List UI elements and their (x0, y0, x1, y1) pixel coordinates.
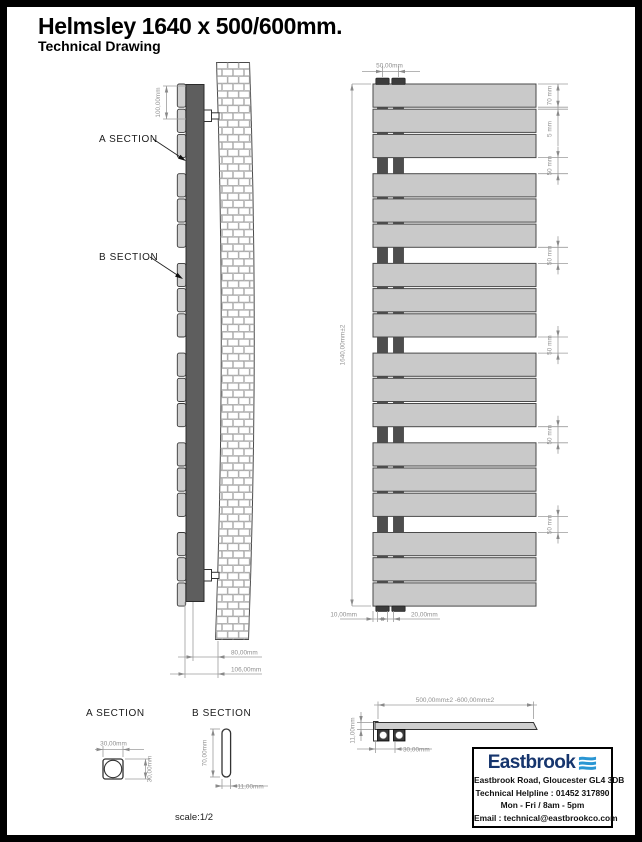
panel-edge (177, 199, 185, 222)
detail-a-height: 30,00mm (146, 755, 154, 783)
title-block (38, 13, 342, 54)
page-title: Helmsley 1640 x 500/600mm. (38, 13, 343, 39)
eastbrook-waves-icon (578, 755, 597, 771)
dim-bottom-right: 20,00mm (411, 611, 438, 619)
dim-bottom-left: 10,00mm (330, 611, 357, 619)
panel-edge (177, 353, 185, 376)
dim-overall-height: 1640,00mm±2 (339, 324, 347, 366)
panel (373, 404, 536, 427)
wall-bracket-top (204, 110, 212, 122)
panel-edge (177, 134, 185, 157)
panel (373, 263, 536, 286)
brand-logo (474, 752, 611, 774)
detail-b-panel-outline (222, 729, 231, 777)
a-section-callout: A SECTION (99, 134, 158, 145)
panel-edge (177, 378, 185, 401)
tube-1 (378, 79, 388, 611)
b-section-callout: B SECTION (99, 252, 159, 263)
panel (373, 224, 536, 247)
dim-section-gap: 50 mm (546, 245, 554, 266)
panel-edge (177, 533, 185, 556)
wall-bracket-bottom (204, 570, 212, 582)
tube-cap (392, 78, 405, 85)
side-panel-edges (177, 84, 185, 606)
topview-panel (375, 723, 537, 730)
panel (373, 353, 536, 376)
panel (373, 583, 536, 606)
dim-bracket-offset: 100,00mm (155, 87, 162, 118)
dim-depth-to-wall: 80,00mm (231, 649, 258, 657)
topview-width: 500,00mm±2 -600,00mm±2 (415, 697, 495, 704)
detail-b-width: 11,00mm (237, 783, 264, 791)
panel (373, 443, 536, 466)
topview-depth: 11,00mm (349, 717, 357, 744)
panel-edge (177, 109, 185, 132)
front-view (373, 78, 536, 612)
panel-edge (177, 404, 185, 427)
panel (373, 493, 536, 516)
dim-section-gap: 50 mm (546, 514, 554, 535)
detail-a-width: 30,00mm (100, 740, 127, 748)
dim-section-gap: 50 mm (546, 155, 554, 176)
tube-2 (394, 79, 404, 611)
panel-edge (177, 84, 185, 107)
topview-tube-2-bore (396, 732, 403, 739)
tube-cap (376, 606, 389, 612)
panel-edge (177, 468, 185, 491)
panel-edge (177, 289, 185, 312)
brand-hours: Mon - Fri / 8am - 5pm (500, 800, 585, 811)
dim-section-gap: 50 mm (546, 424, 554, 445)
panel (373, 84, 536, 107)
panel-edge (177, 174, 185, 197)
detail-a-title: A SECTION (86, 708, 145, 719)
scale-note: scale:1/2 (175, 812, 214, 823)
panel (373, 378, 536, 401)
brand-box (472, 747, 625, 828)
dim-panel-gap: 5 mm (546, 121, 554, 137)
radiator-side-profile (186, 85, 204, 602)
panel (373, 289, 536, 312)
topview-tube-offset: 30,00mm (403, 746, 430, 754)
panel (373, 468, 536, 491)
panel (373, 134, 536, 157)
wall-bracket-bottom-stem (212, 572, 220, 578)
panel-edge (177, 493, 185, 516)
panel-edge (177, 583, 185, 606)
brand-address: Eastbrook Road, Gloucester GL4 3DB (474, 775, 625, 785)
panel (373, 558, 536, 581)
brand-helpline: Technical Helpline : 01452 317890 (475, 787, 610, 798)
brand-email: Email : technical@eastbrookco.com (474, 812, 618, 823)
detail-a-bore (104, 760, 121, 777)
dim-overall-depth: 106,00mm (231, 666, 262, 674)
detail-b-title: B SECTION (192, 708, 252, 719)
panel-edge (177, 443, 185, 466)
tube-cap (376, 78, 389, 85)
wall-bracket-top-stem (212, 113, 220, 119)
panel (373, 314, 536, 337)
brand-name: Eastbrook (487, 752, 576, 773)
detail-b-height: 70,00mm (201, 739, 209, 767)
dim-tube-spacing: 50,00mm (376, 62, 403, 70)
section-gap-dimensions (538, 147, 568, 544)
topview-tube-1-bore (380, 732, 387, 739)
dim-panel-height: 70 mm (546, 85, 554, 106)
panel (373, 199, 536, 222)
panel-edge (177, 314, 185, 337)
page-subtitle: Technical Drawing (38, 38, 161, 54)
tube-cap (392, 606, 405, 612)
dim-section-gap: 50 mm (546, 335, 554, 355)
panel-edge (177, 558, 185, 581)
panel-edge (177, 224, 185, 247)
panel (373, 109, 536, 132)
panel (373, 533, 536, 556)
panel (373, 174, 536, 197)
